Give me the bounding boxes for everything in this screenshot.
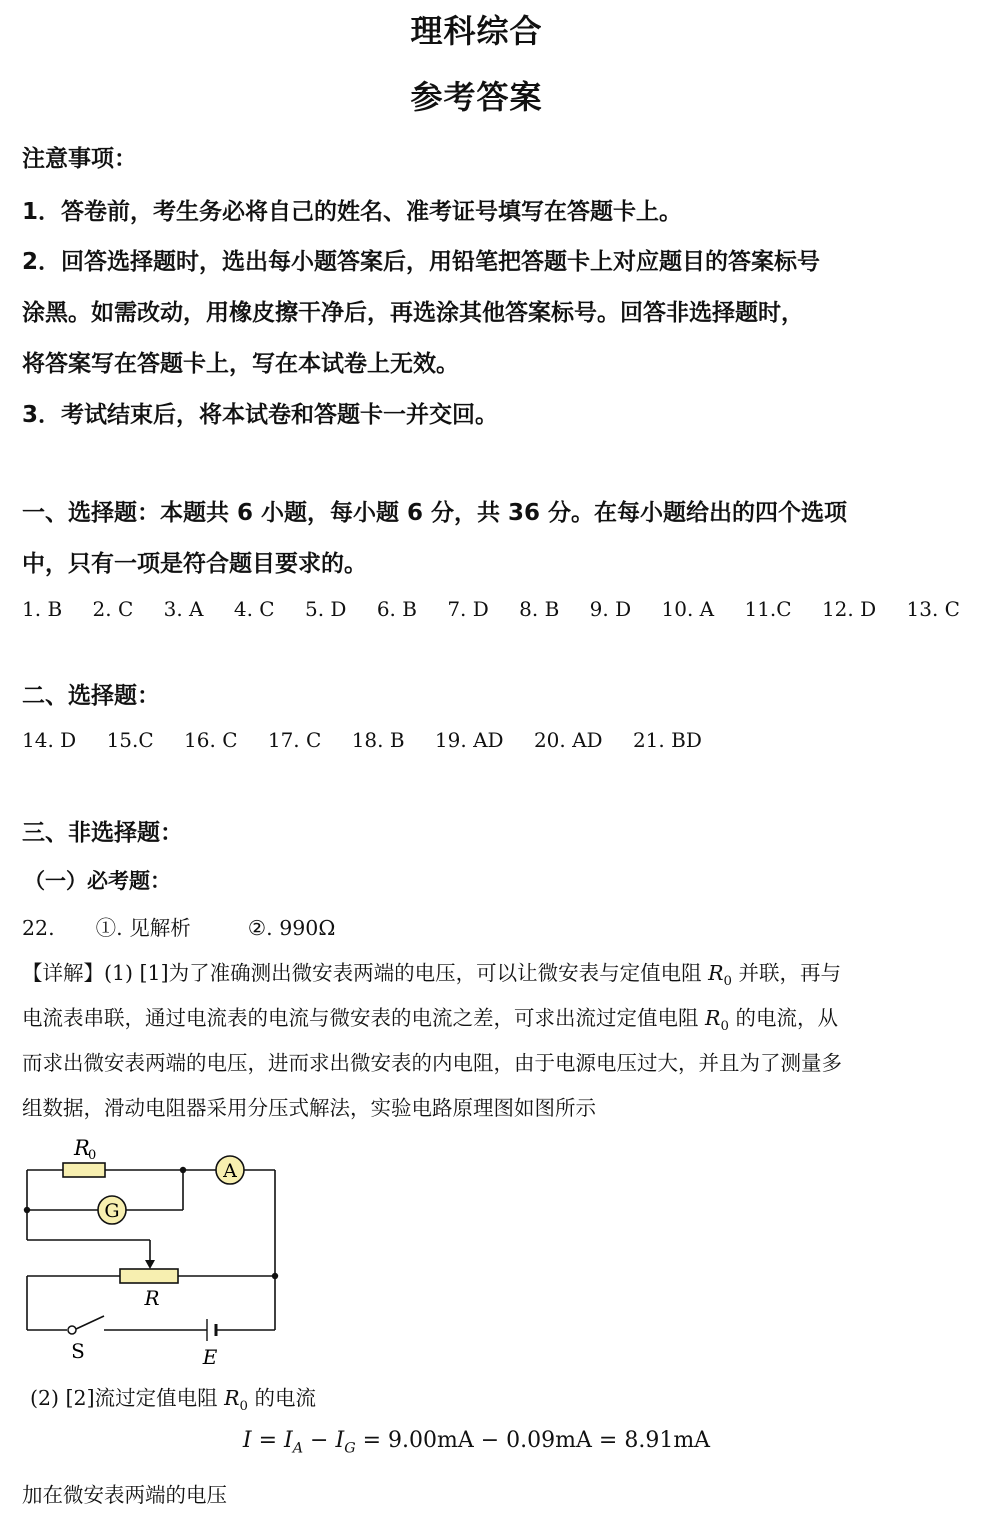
notice-item-2-line-3: 将答案写在答题卡上，写在本试卷上无效。 xyxy=(22,351,459,377)
part-2-line xyxy=(30,1381,316,1414)
q22-answer-2: ②. 990Ω xyxy=(247,916,336,940)
detail-line-2 xyxy=(22,1001,838,1034)
rheostat-slider-arrow xyxy=(145,1260,155,1269)
answer-item: 7. D xyxy=(447,597,489,621)
r0-subscript: 0 xyxy=(239,1399,249,1415)
detail-text: 【详解】(1) [1]为了准确测出微安表两端的电压，可以让微安表与定值电阻 xyxy=(22,961,709,985)
formula-subscript: A xyxy=(292,1440,304,1457)
r0-label-subscript: 0 xyxy=(88,1148,97,1163)
answer-item: 20. AD xyxy=(533,728,603,752)
section-1-heading-line-1: 一、选择题：本题共 6 小题，每小题 6 分，共 36 分。在每小题给出的四个选项 xyxy=(22,500,848,526)
detail-text: 电流表串联，通过电流表的电流与微安表的电流之差，可求出流过定值电阻 xyxy=(22,1006,706,1030)
answer-item: 1. B xyxy=(22,597,63,621)
answer-item: 17. C xyxy=(267,728,322,752)
resistor-r0 xyxy=(63,1163,105,1177)
formula-text: = xyxy=(251,1428,285,1453)
r0-subscript: 0 xyxy=(720,1019,729,1035)
part-2-text: (2) [2]流过定值电阻 xyxy=(30,1386,225,1410)
junction-dot xyxy=(24,1207,30,1213)
section-2-answers xyxy=(22,728,726,752)
notice-item-2-line-1: 2．回答选择题时，选出每小题答案后，用铅笔把答题卡上对应题目的答案标号 xyxy=(22,249,821,275)
junction-dot xyxy=(272,1273,278,1279)
page-subtitle: 参考答案 xyxy=(410,78,543,116)
detail-line-1 xyxy=(22,956,841,989)
answer-item: 2. C xyxy=(92,597,134,621)
rheostat-label: R xyxy=(144,1286,160,1310)
current-formula xyxy=(0,1428,953,1456)
answer-item: 9. D xyxy=(589,597,632,621)
answer-item: 12. D xyxy=(821,597,877,621)
r0-label: R xyxy=(74,1136,90,1160)
r0-subscript: 0 xyxy=(723,974,733,990)
switch-label: S xyxy=(71,1339,85,1363)
answer-item: 10. A xyxy=(661,597,715,621)
section-1-heading-line-2: 中，只有一项是符合题目要求的。 xyxy=(22,551,367,577)
notice-heading: 注意事项： xyxy=(22,146,137,172)
answer-item: 15.C xyxy=(106,728,154,752)
page-title: 理科综合 xyxy=(410,12,543,50)
formula-symbol: I xyxy=(284,1428,293,1453)
last-line: 加在微安表两端的电压 xyxy=(22,1483,227,1507)
part-2-text: 的电流 xyxy=(248,1386,317,1410)
answer-item: 8. B xyxy=(519,597,560,621)
answer-item: 14. D xyxy=(22,728,77,752)
detail-text: 并联，再与 xyxy=(732,961,842,985)
circuit-diagram xyxy=(0,1128,300,1378)
switch-pivot xyxy=(68,1326,76,1334)
formula-subscript: G xyxy=(344,1440,356,1457)
formula-text: = 9.00mA − 0.09mA = 8.91mA xyxy=(355,1428,711,1453)
rheostat xyxy=(120,1269,178,1283)
section-3-heading: 三、非选择题： xyxy=(22,820,183,846)
section-1-answers xyxy=(22,597,984,621)
q22-answer-line xyxy=(22,911,335,941)
formula-symbol: I xyxy=(335,1428,345,1453)
q22-answer-1: ①. 见解析 xyxy=(95,916,191,940)
q22-number: 22. xyxy=(22,916,55,940)
answer-item: 6. B xyxy=(376,597,417,621)
notice-item-3: 3．考试结束后，将本试卷和答题卡一并交回。 xyxy=(22,402,499,428)
answer-item: 5. D xyxy=(304,597,347,621)
detail-line-3: 而求出微安表两端的电压，进而求出微安表的内电阻，由于电源电压过大，并且为了测量多 xyxy=(22,1051,842,1075)
ammeter-label: A xyxy=(223,1160,237,1182)
junction-dot xyxy=(180,1167,186,1173)
section-2-heading: 二、选择题： xyxy=(22,683,160,709)
answer-item: 13. C xyxy=(906,597,960,621)
answer-item: 18. B xyxy=(351,728,405,752)
battery-label: E xyxy=(202,1345,218,1369)
notice-item-1: 1．答卷前，考生务必将自己的姓名、准考证号填写在答题卡上。 xyxy=(22,199,683,225)
answer-item: 4. C xyxy=(233,597,275,621)
answer-item: 11.C xyxy=(744,597,792,621)
formula-text: − xyxy=(303,1428,336,1453)
answer-item: 16. C xyxy=(184,728,238,752)
formula-symbol: I xyxy=(242,1428,252,1453)
answer-item: 21. BD xyxy=(632,728,702,752)
answer-item: 19. AD xyxy=(434,728,504,752)
r0-symbol: R xyxy=(224,1386,240,1410)
r0-symbol: R xyxy=(708,961,724,985)
notice-item-2-line-2: 涂黑。如需改动，用橡皮擦干净后，再选涂其他答案标号。回答非选择题时， xyxy=(22,300,804,326)
r0-symbol: R xyxy=(705,1006,721,1030)
section-3-subheading: （一）必考题： xyxy=(24,869,171,893)
detail-text: 的电流，从 xyxy=(728,1006,838,1030)
detail-line-4: 组数据，滑动电阻器采用分压式解法，实验电路原理图如图所示 xyxy=(22,1096,596,1120)
answer-item: 3. A xyxy=(163,597,204,621)
galvanometer-label: G xyxy=(104,1200,120,1222)
